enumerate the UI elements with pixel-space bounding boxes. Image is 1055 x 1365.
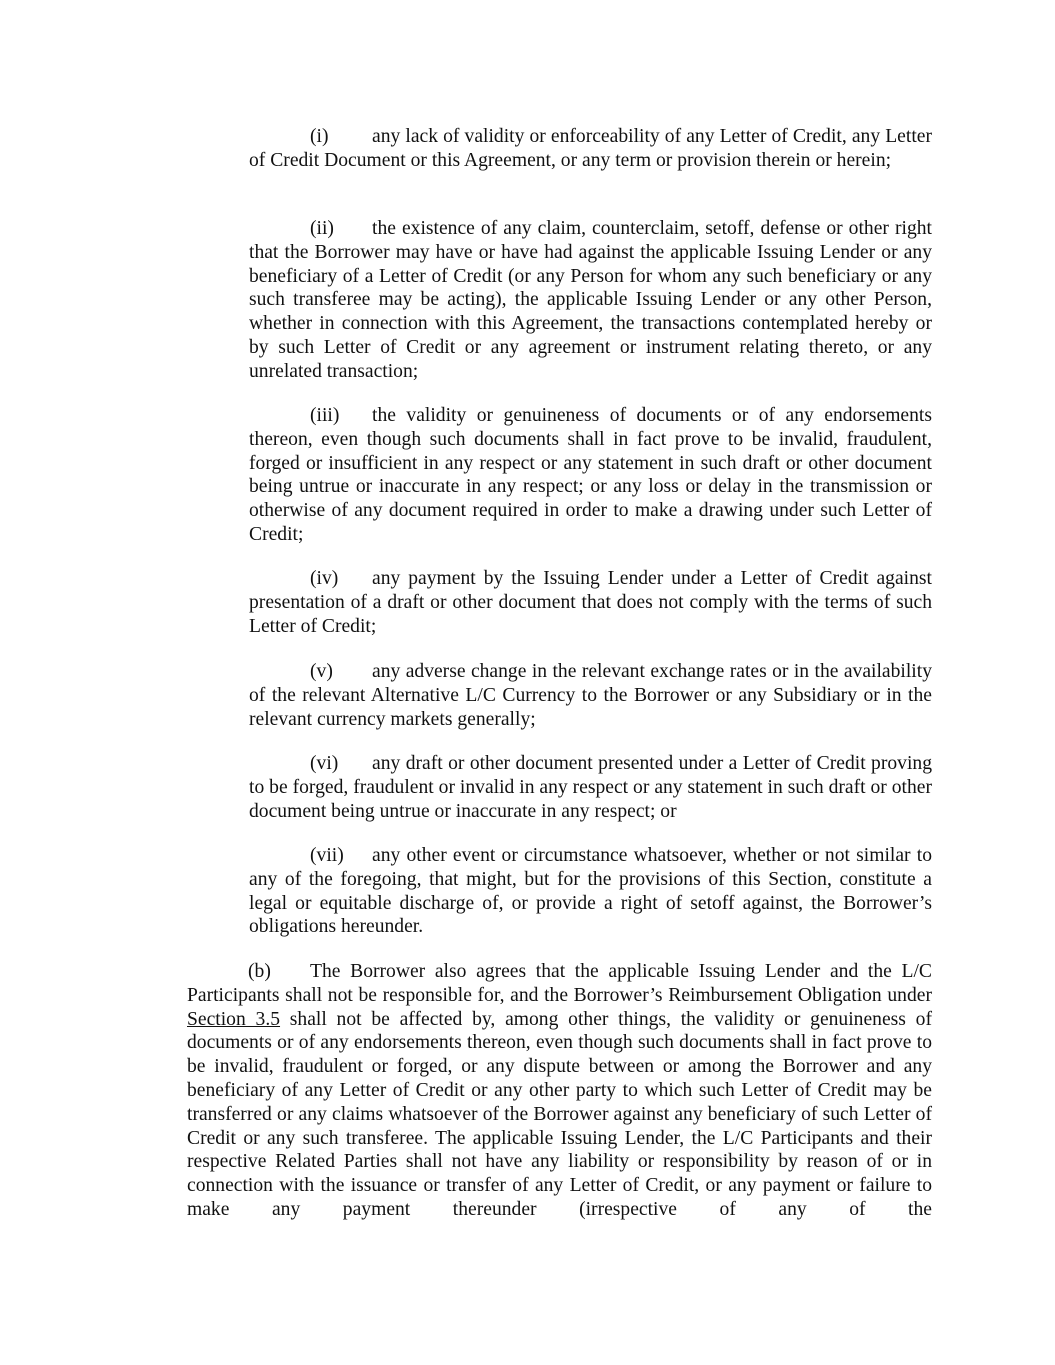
clause-vi <box>249 752 932 823</box>
clause-number: (iii) <box>310 405 340 426</box>
clause-text: any lack of validity or enforceability of any Letter of Credit, any Letter of Credit Document or this Agreement, or any term or provision therein or herein; <box>249 126 932 171</box>
paragraph-b <box>187 960 932 1222</box>
clause-number: (i) <box>310 126 329 147</box>
clause-number: (ii) <box>310 218 334 239</box>
clause-text: any adverse change in the relevant exchange rates or in the availability of the relevant Alternative L/C Currency to the Borrower or any Subsidiary or in the relevant currency markets generally; <box>249 661 932 730</box>
clause-text: any payment by the Issuing Lender under a Letter of Credit against presentation of a draft or other document that does not comply with the terms of such Letter of Credit; <box>249 568 932 637</box>
clause-iii <box>249 404 932 547</box>
clause-text: any draft or other document presented under a Letter of Credit proving to be forged, fraudulent or invalid in any respect or any statement in such draft or other document being untrue or inaccurate in any respect; or <box>249 753 932 822</box>
clause-text: any other event or circumstance whatsoever, whether or not similar to any of the foregoing, that might, but for the provisions of this Section, constitute a legal or equitable discharge of, or provide a right of setoff against, the Borrower’s obligations hereunder. <box>249 845 932 938</box>
clause-number: (v) <box>310 661 333 682</box>
clause-text: the existence of any claim, counterclaim, setoff, defense or other right that the Borrower may have or have had against the applicable Issuing Lender or any beneficiary of a Letter of Credit (or any Person for whom any such beneficiary or any such transferee may be acting), the applicable Issuing Lender or any other Person, whether in connection with this Agreement, the transactions contemplated hereby or by such Letter of Credit or any agreement or instrument relating thereto, or any unrelated transaction; <box>249 218 932 382</box>
clause-number: (vii) <box>310 845 344 866</box>
paragraph-text: The Borrower also agrees that the applicable Issuing Lender and the L/C Participants shall not be responsible for, and the Borrower’s Reimbursement Obligation under <box>187 961 932 1006</box>
section-reference-link[interactable]: Section 3.5 <box>187 1008 281 1030</box>
paragraph-number: (b) <box>248 961 271 982</box>
clause-ii <box>249 217 932 384</box>
paragraph-text-continued: shall not be affected by, among other things, the validity or genuineness of documents or of any endorsements thereon, even though such documents shall in fact prove to be invalid, fraudulent or forged, or any dispute between or among the Borrower and any beneficiary of any Letter of Credit or any other party to which such Letter of Credit may be transferred or any claims whatsoever of the Borrower against any beneficiary of such Letter of Credit or any such transferee. The applicable Issuing Lender, the L/C Participants and their respective Related Parties shall not have any liability or responsibility by reason of or in connection with the issuance or transfer of any Letter of Credit, or any payment or failure to make any payment thereunder (irrespective of any of the <box>187 1008 932 1220</box>
clause-text: the validity or genuineness of documents or of any endorsements thereon, even though such documents shall in fact prove to be invalid, fraudulent, forged or insufficient in any respect or any statement in such draft or other document being untrue or inaccurate in any respect; or any loss or delay in the transmission or otherwise of any document required in order to make a drawing under such Letter of Credit; <box>249 405 932 545</box>
clause-v <box>249 660 932 731</box>
clause-i <box>249 125 932 173</box>
clause-number: (iv) <box>310 568 339 589</box>
clause-iv <box>249 567 932 638</box>
clause-number: (vi) <box>310 753 339 774</box>
clause-vii <box>249 844 932 939</box>
